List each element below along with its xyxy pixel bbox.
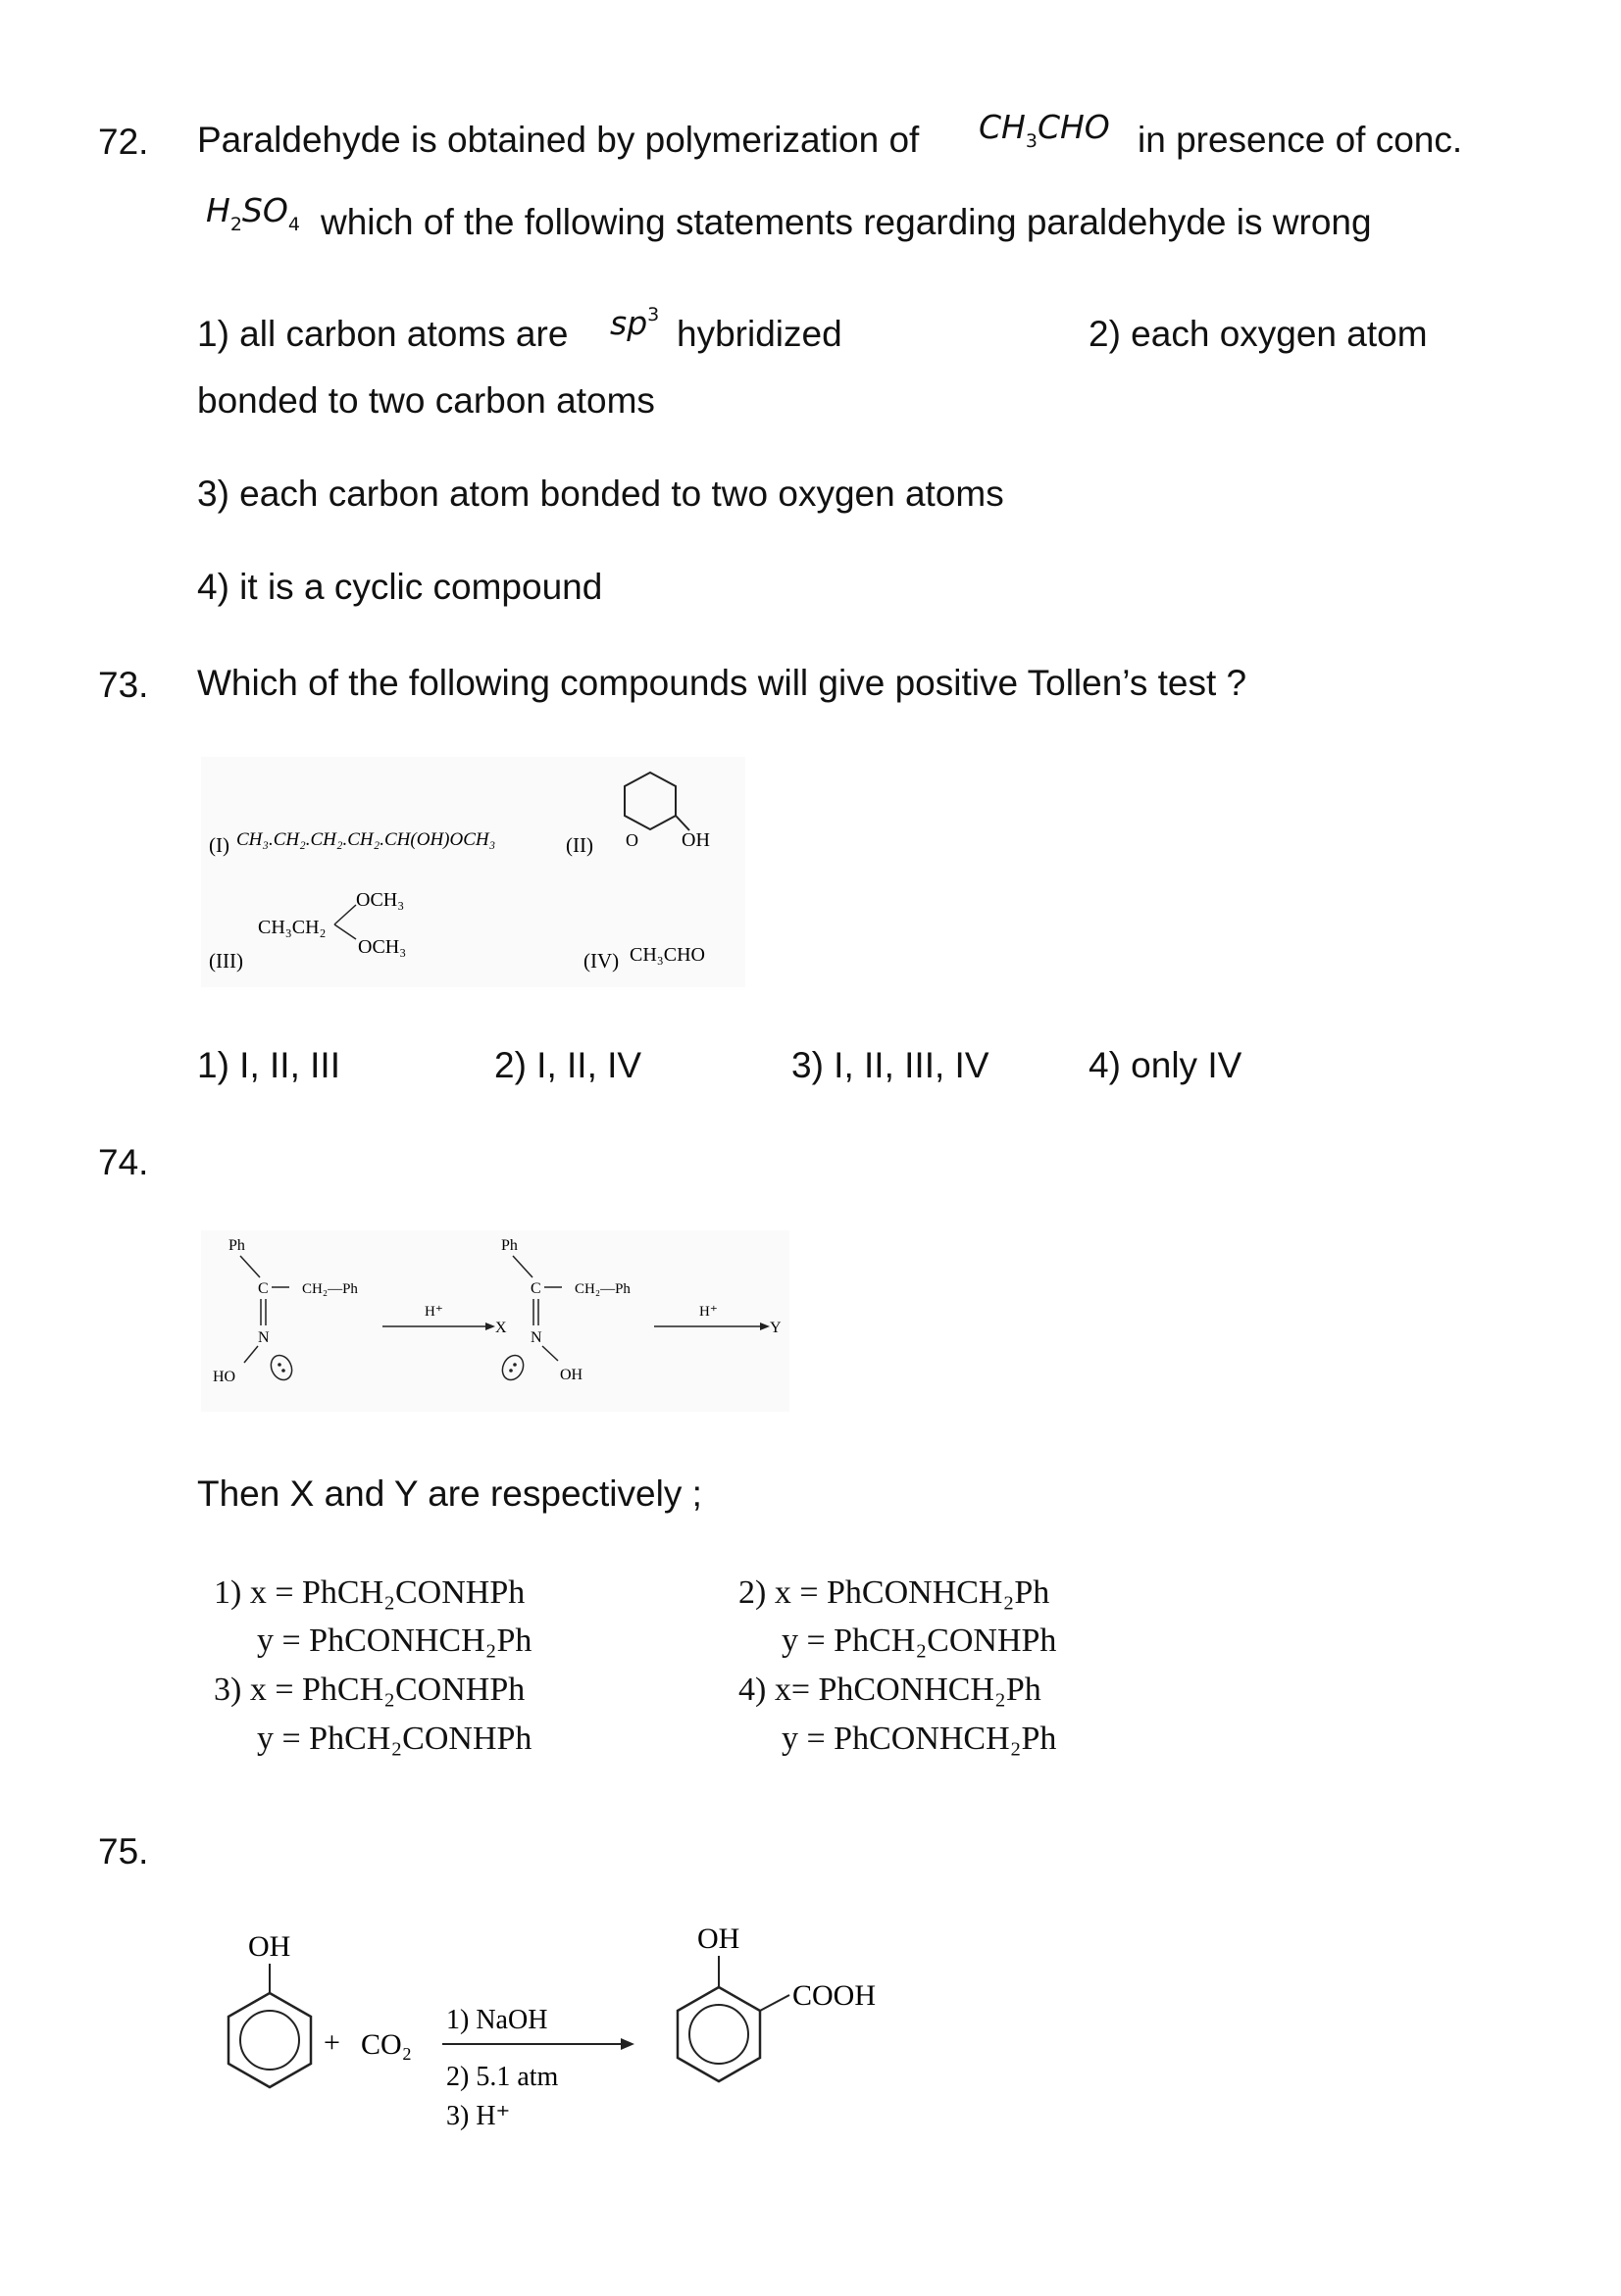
- c-1: C: [258, 1280, 269, 1297]
- q73-option-4: 4) only IV: [1089, 1045, 1242, 1085]
- hplus-2: H⁺: [699, 1304, 718, 1320]
- q74-option-1-x: 1) x = PhCH₂CONHPh: [214, 1574, 526, 1611]
- oh-right: OH: [697, 1922, 740, 1955]
- acetal-bond-bottom: [334, 924, 356, 939]
- q74-option-3-y: y = PhCH₂CONHPh: [257, 1721, 532, 1757]
- ph-1: Ph: [228, 1237, 245, 1254]
- label-I: (I): [209, 833, 229, 857]
- q73-question: Which of the following compounds will give positive Tollen’s test ?: [197, 663, 1247, 703]
- q74-option-1-y: y = PhCONHCH₂Ph: [257, 1622, 532, 1659]
- lone-pair-1: [267, 1352, 295, 1383]
- oh-bond: [676, 816, 689, 830]
- ph-2: Ph: [501, 1237, 518, 1254]
- product-y: Y: [770, 1320, 782, 1336]
- step-3: 3) H⁺: [446, 2101, 511, 2131]
- q72-option-2-a: 2) each oxygen atom: [1089, 314, 1428, 354]
- q74-then: Then X and Y are respectively ;: [197, 1473, 702, 1514]
- acetal-bond-top: [334, 905, 356, 924]
- n-2: N: [531, 1329, 542, 1346]
- label-IV: (IV): [583, 949, 620, 973]
- formula-sp3: $sp^3$: [610, 304, 660, 342]
- compound-III-main: CH₃CH₂: [258, 917, 327, 938]
- ch2ph-2: CH₂—Ph: [575, 1281, 631, 1297]
- q74-option-2-x: 2) x = PhCONHCH₂Ph: [738, 1574, 1050, 1611]
- question-number-74: 74.: [98, 1142, 149, 1182]
- q72-option-1-b: hybridized: [677, 314, 842, 354]
- q72-line1: [197, 122, 919, 158]
- q73-structures-figure: [201, 757, 745, 987]
- compound-III-bottom: OCH₃: [358, 936, 407, 958]
- q74-option-2-y: y = PhCH₂CONHPh: [782, 1622, 1057, 1659]
- q72-line1-text-a: Paraldehyde is obtained by polymerization of: [197, 120, 920, 160]
- ring-hydroxyl: OH: [682, 829, 710, 851]
- formula-h2so4: $H_2SO_4$: [206, 191, 300, 235]
- q73-option-2: 2) I, II, IV: [494, 1045, 642, 1085]
- q74-reaction-figure: [201, 1230, 789, 1412]
- oh-2: OH: [560, 1367, 583, 1383]
- product-x: X: [495, 1320, 507, 1336]
- q72-line1-text-b: in presence of conc.: [1138, 120, 1463, 160]
- question-number-75: 75.: [98, 1831, 149, 1872]
- compound-IV: CH₃CHO: [630, 944, 705, 966]
- tetrahydropyran-ring: [625, 773, 676, 829]
- label-II: (II): [566, 833, 593, 857]
- q73-structures-svg: [201, 757, 745, 987]
- oh-left: OH: [248, 1930, 291, 1963]
- question-number-72: 72.: [98, 122, 149, 162]
- q72-option-3: 3) each carbon atom bonded to two oxygen atoms: [197, 474, 1004, 514]
- plus-sign: +: [324, 2026, 340, 2059]
- hplus-1: H⁺: [425, 1304, 443, 1320]
- q72-line2: which of the following statements regarding paraldehyde is wrong: [321, 202, 1372, 242]
- q75-reaction-svg: [201, 1917, 907, 2162]
- q74-reaction-svg: [201, 1230, 789, 1412]
- ch2ph-1: CH₂—Ph: [302, 1281, 358, 1297]
- co2: CO₂: [361, 2028, 413, 2061]
- q74-option-3-x: 3) x = PhCH₂CONHPh: [214, 1672, 526, 1708]
- step-1: 1) NaOH: [446, 2005, 548, 2035]
- question-number-73: 73.: [98, 665, 149, 705]
- label-III: (III): [209, 949, 243, 973]
- q74-option-4-y: y = PhCONHCH₂Ph: [782, 1721, 1057, 1757]
- q73-option-3: 3) I, II, III, IV: [791, 1045, 989, 1085]
- ho-1: HO: [213, 1369, 236, 1385]
- cooh: COOH: [792, 1979, 877, 2012]
- q73-option-1: 1) I, II, III: [197, 1045, 340, 1085]
- q72-option-4: 4) it is a cyclic compound: [197, 567, 603, 607]
- lone-pair-2: [498, 1352, 527, 1383]
- compound-I: CH₃.CH₂.CH₂.CH₂.CH(OH)OCH₃: [236, 829, 496, 850]
- q74-option-4-x: 4) x= PhCONHCH₂Ph: [738, 1672, 1041, 1708]
- n-1: N: [258, 1329, 270, 1346]
- q75-reaction-figure: [201, 1917, 907, 2162]
- q72-option-2-b: bonded to two carbon atoms: [197, 380, 655, 421]
- c-2: C: [531, 1280, 541, 1297]
- ring-oxygen: O: [626, 830, 638, 850]
- formula-ch3cho: $CH_3CHO$: [979, 108, 1110, 152]
- compound-III-top: OCH₃: [356, 889, 405, 911]
- step-2: 2) 5.1 atm: [446, 2062, 559, 2092]
- q72-option-1-a: 1) all carbon atoms are: [197, 314, 569, 354]
